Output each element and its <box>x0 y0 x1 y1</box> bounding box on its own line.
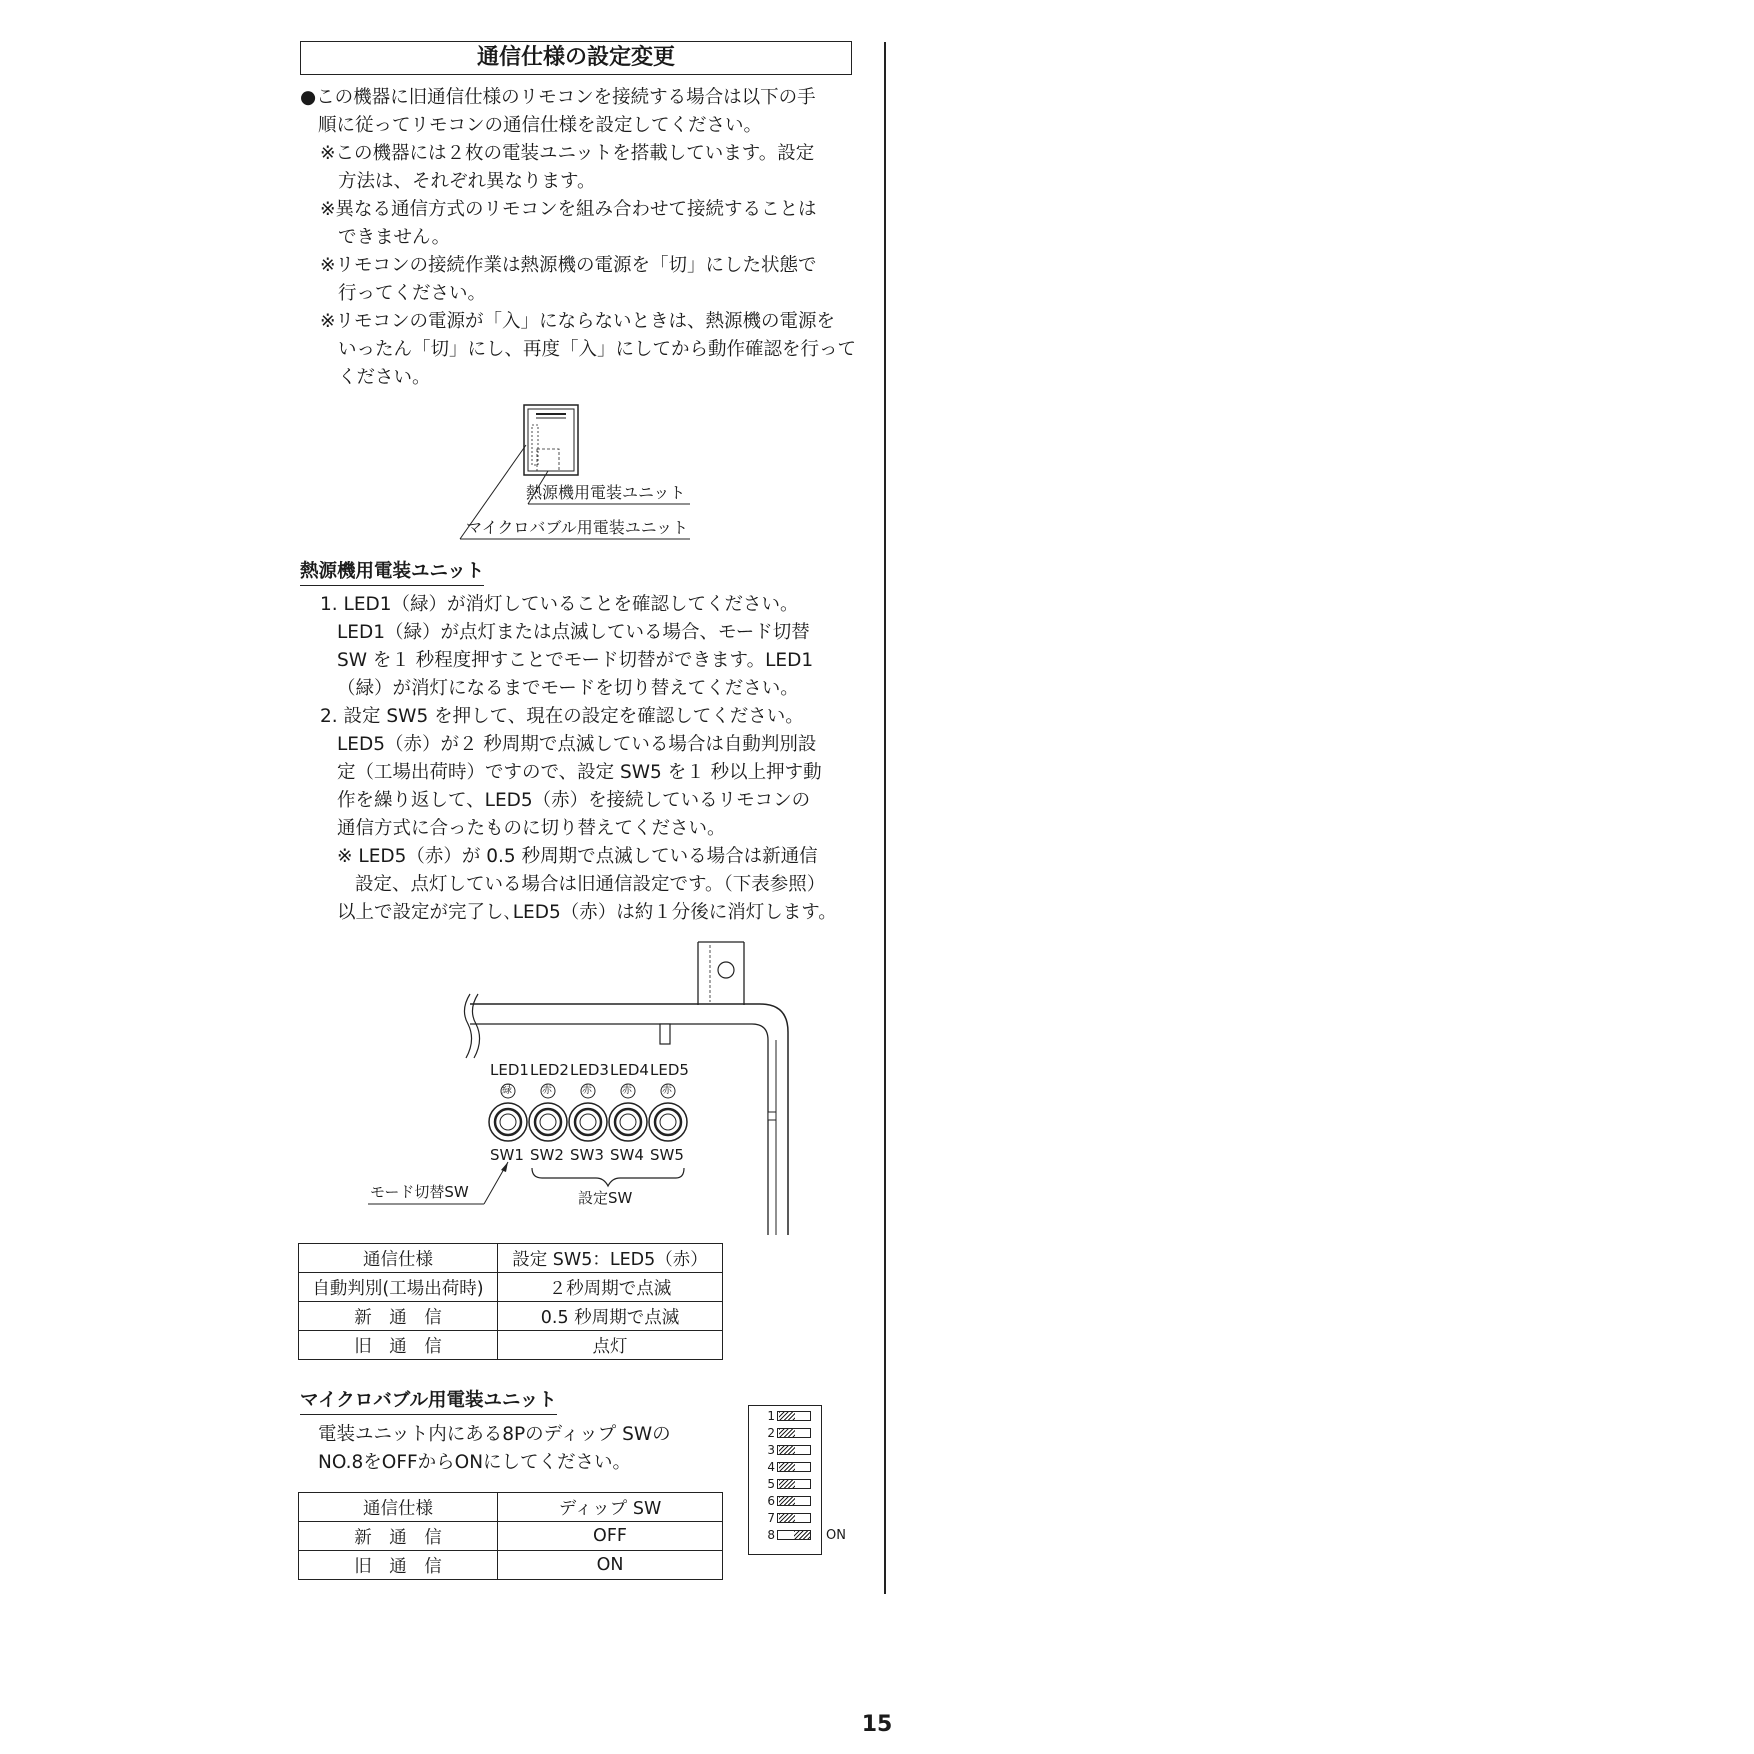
note-1-line1: ※この機器には２枚の電装ユニットを搭載しています。設定 <box>320 143 815 164</box>
note-3-line1: ※リモコンの接続作業は熱源機の電源を「切」にした状態で <box>320 255 817 276</box>
section1-line: （緑）が消灯になるまでモードを切り替えてください。 <box>337 678 799 699</box>
note-3-line2: 行ってください。 <box>338 283 487 304</box>
led-label: LED3 <box>570 1061 609 1079</box>
section1-line: 以上で設定が完了し､LED5（赤）は約１分後に消灯します。 <box>337 902 837 923</box>
page-number: 15 <box>861 1712 893 1737</box>
page-title: 通信仕様の設定変更 <box>300 41 852 75</box>
table-cell: 点灯 <box>498 1331 723 1360</box>
intro-bullet-line2: 順に従ってリモコンの通信仕様を設定してください。 <box>318 115 763 136</box>
dip-number: 5 <box>767 1477 775 1491</box>
sw-label: SW1 <box>490 1146 524 1164</box>
comm-spec-table-microbubble <box>298 1492 723 1580</box>
table-cell: OFF <box>498 1522 723 1551</box>
section2-line1: 電装ユニット内にある8Pのディップ SWの <box>318 1424 671 1445</box>
table-row <box>299 1522 723 1551</box>
dip-switch-diagram <box>748 1405 822 1555</box>
table-cell: 新 通 信 <box>299 1522 498 1551</box>
table-cell: 0.5 秒周期で点滅 <box>498 1302 723 1331</box>
table-row <box>299 1302 723 1331</box>
led-color-marker: 赤 <box>542 1085 552 1096</box>
table-header-cell: 通信仕様 <box>299 1493 498 1522</box>
led-label: LED5 <box>650 1061 689 1079</box>
dip-number: 4 <box>767 1460 775 1474</box>
section1-line: 定（工場出荷時）ですので、設定 SW5 を１ 秒以上押す動 <box>337 762 822 783</box>
dip-number: 7 <box>767 1511 775 1525</box>
table-cell: ２秒周期で点滅 <box>498 1273 723 1302</box>
section1-line: 通信方式に合ったものに切り替えてください。 <box>337 818 726 839</box>
unit-label-heat-source: 熱源機用電装ユニット <box>526 483 686 502</box>
dip-number: 3 <box>767 1443 775 1457</box>
led-label: LED2 <box>530 1061 569 1079</box>
sw-label: SW2 <box>530 1146 564 1164</box>
table-cell: ON <box>498 1551 723 1580</box>
led-color-marker: 赤 <box>622 1085 632 1096</box>
led-color-marker: 緑 <box>502 1085 512 1096</box>
table-header-cell: ディップ SW <box>498 1493 723 1522</box>
section1-line: 設定、点灯している場合は旧通信設定です。（下表参照） <box>355 874 826 895</box>
table-row <box>299 1273 723 1302</box>
dip-number: 6 <box>767 1494 775 1508</box>
table-row <box>299 1551 723 1580</box>
led-color-marker: 赤 <box>582 1085 592 1096</box>
section1-line: ※ LED5（赤）が 0.5 秒周期で点滅している場合は新通信 <box>337 846 818 867</box>
section1-line: LED1（緑）が点灯または点滅している場合、モード切替 <box>337 622 810 643</box>
section1-title: 熱源機用電装ユニット <box>300 560 484 586</box>
table-header-row <box>299 1244 723 1273</box>
dip-on-label: ON <box>826 1528 846 1543</box>
section1-line: LED5（赤）が２ 秒周期で点滅している場合は自動判別設 <box>337 734 817 755</box>
dip-number: 1 <box>767 1409 775 1423</box>
table-cell: 旧 通 信 <box>299 1331 498 1360</box>
column-divider <box>884 42 886 1594</box>
table-cell: 自動判別(工場出荷時) <box>299 1273 498 1302</box>
intro-bullet-line1: ●この機器に旧通信仕様のリモコンを接続する場合は以下の手 <box>300 87 816 108</box>
sw-label: SW5 <box>650 1146 684 1164</box>
table-cell: 旧 通 信 <box>299 1551 498 1580</box>
section1-line: 作を繰り返して、LED5（赤）を接続しているリモコンの <box>337 790 811 811</box>
comm-spec-table-heat-source <box>298 1243 723 1360</box>
dip-number: 8 <box>767 1528 775 1542</box>
sw-label: SW4 <box>610 1146 644 1164</box>
section1-line: 2. 設定 SW5 を押して、現在の設定を確認してください。 <box>320 706 804 727</box>
setting-sw-label: 設定SW <box>578 1189 633 1207</box>
note-2-line1: ※異なる通信方式のリモコンを組み合わせて接続することは <box>320 199 817 220</box>
table-row <box>299 1331 723 1360</box>
sw-label: SW3 <box>570 1146 604 1164</box>
dip-number: 2 <box>767 1426 775 1440</box>
unit-label-microbubble: マイクロバブル用電装ユニット <box>466 518 689 537</box>
mode-sw-label: モード切替SW <box>370 1183 469 1201</box>
note-4-line2: いったん「切」にし、再度「入」にしてから動作確認を行って <box>338 339 857 360</box>
table-header-row <box>299 1493 723 1522</box>
led-label: LED4 <box>610 1061 649 1079</box>
note-4-line3: ください。 <box>338 367 431 388</box>
section2-title: マイクロバブル用電装ユニット <box>300 1389 557 1415</box>
section2-line2: NO.8をOFFからONにしてください。 <box>318 1452 632 1473</box>
table-header-cell: 通信仕様 <box>299 1244 498 1273</box>
led-label: LED1 <box>490 1061 529 1079</box>
section1-line: SW を１ 秒程度押すことでモード切替ができます。LED1 <box>337 650 814 671</box>
section1-line: 1. LED1（緑）が消灯していることを確認してください。 <box>320 594 799 615</box>
table-header-cell: 設定 SW5：LED5（赤） <box>498 1244 723 1273</box>
led-color-marker: 赤 <box>662 1085 672 1096</box>
note-4-line1: ※リモコンの電源が「入」にならないときは、熱源機の電源を <box>320 311 836 332</box>
note-2-line2: できません。 <box>338 227 451 248</box>
note-1-line2: 方法は、それぞれ異なります。 <box>338 171 596 192</box>
table-cell: 新 通 信 <box>299 1302 498 1331</box>
